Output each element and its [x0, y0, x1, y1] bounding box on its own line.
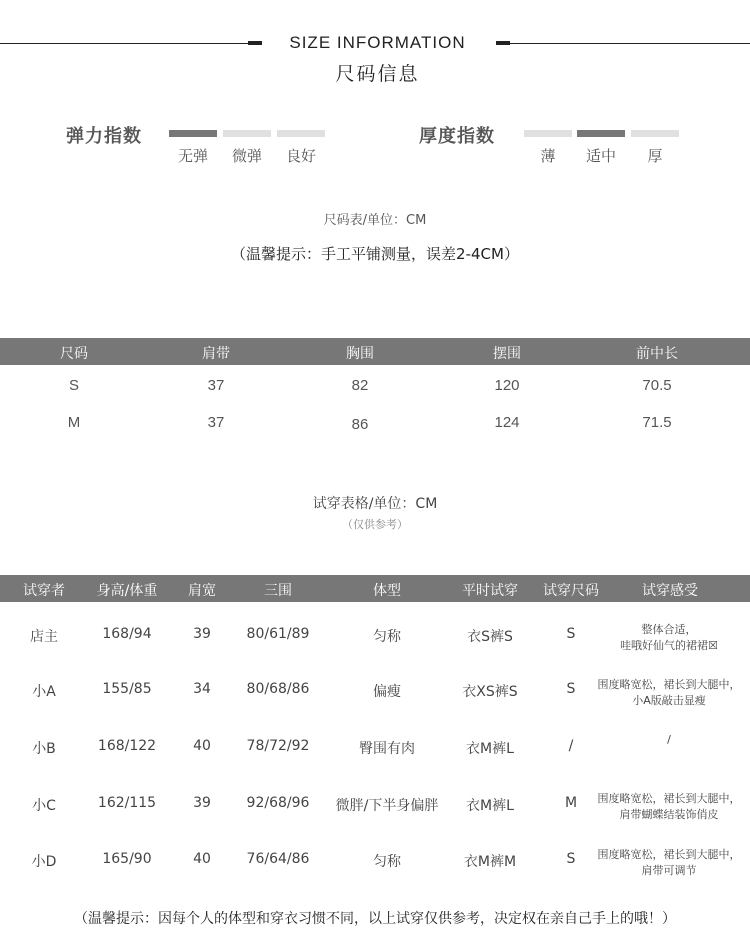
- table-cell: 衣M裤L: [466, 798, 514, 814]
- elasticity-segment: [277, 130, 325, 137]
- table-cell: 偏瘦: [373, 684, 401, 700]
- table-cell: 小C: [32, 798, 56, 814]
- table-cell: S: [566, 681, 576, 697]
- table-cell: 匀称: [373, 854, 401, 870]
- footer-note: （温馨提示：因每个人的体型和穿衣习惯不同，以上试穿仅供参考，决定权在亲自己手上的哦！）: [74, 911, 676, 927]
- elasticity-segment: [223, 130, 271, 137]
- elasticity-segment: [169, 130, 217, 137]
- table-cell: /: [568, 738, 574, 754]
- size-col-header: 肩带: [202, 346, 230, 362]
- table-cell: 80/61/89: [246, 626, 310, 642]
- fit-col-header: 三围: [264, 583, 292, 599]
- feedback-line: 肩带蝴蝶结装饰俏皮: [619, 808, 719, 821]
- thickness-segment: [631, 130, 679, 137]
- feedback-line: 围度略宽松，裙长到大腿中，: [597, 848, 741, 861]
- feedback-line: 肩带可调节: [641, 864, 697, 877]
- table-cell: 40: [193, 851, 211, 867]
- table-cell: 168/94: [102, 626, 152, 642]
- feedback-line: 整体合适，: [641, 623, 697, 636]
- size-col-header: 胸围: [346, 346, 374, 362]
- title-cn: 尺码信息: [335, 63, 420, 85]
- table-row: [0, 733, 750, 788]
- thickness-option: 厚: [647, 147, 663, 165]
- table-cell: 155/85: [102, 681, 152, 697]
- table-cell: 124: [494, 414, 520, 431]
- fit-col-header: 试穿感受: [642, 583, 698, 599]
- feedback-line: 小A版敲击显瘦: [632, 694, 706, 707]
- table-cell: 82: [351, 377, 369, 394]
- table-cell: 76/64/86: [246, 851, 310, 867]
- table-row: [0, 414, 750, 438]
- thickness-label: 厚度指数: [419, 126, 495, 147]
- fit-table-caption: 试穿表格/单位：CM: [312, 496, 438, 512]
- table-row: [0, 848, 750, 901]
- table-cell: 店主: [30, 629, 58, 645]
- fit-col-header: 身高/体重: [96, 583, 158, 599]
- feedback-line: 哇哦好仙气的裙裙☒: [620, 639, 718, 652]
- size-col-header: 尺码: [60, 346, 88, 362]
- fit-col-header: 试穿尺码: [543, 583, 599, 599]
- table-row: [0, 792, 750, 845]
- table-cell: 衣M裤M: [463, 854, 517, 870]
- size-table-note: （温馨提示：手工平铺测量，误差2-4CM）: [231, 245, 519, 263]
- table-cell: 39: [193, 626, 211, 642]
- table-cell: M: [564, 795, 578, 811]
- table-cell: 衣XS裤S: [462, 684, 518, 700]
- thickness-option: 适中: [585, 147, 616, 165]
- table-cell: 165/90: [102, 851, 152, 867]
- feedback-line: /: [667, 733, 671, 746]
- feedback-cell: [588, 847, 750, 879]
- table-cell: 小D: [31, 854, 57, 870]
- table-cell: S: [566, 626, 576, 642]
- size-col-header: 摆围: [493, 346, 521, 362]
- fit-col-header: 平时试穿: [462, 583, 518, 599]
- table-cell: 39: [193, 795, 211, 811]
- fit-table-header: [0, 575, 750, 602]
- size-col-header: 前中长: [636, 346, 678, 362]
- table-cell: S: [566, 851, 576, 867]
- table-cell: 衣M裤L: [466, 741, 514, 757]
- table-cell: 168/122: [97, 738, 157, 754]
- fit-col-header: 试穿者: [23, 583, 65, 599]
- feedback-line: 围度略宽松，裙长到大腿中，: [597, 792, 741, 805]
- elasticity-label: 弹力指数: [66, 126, 142, 147]
- thickness-segment: [524, 130, 572, 137]
- table-cell: S: [68, 377, 79, 394]
- table-cell: 匀称: [373, 629, 401, 645]
- table-cell: 71.5: [642, 414, 672, 431]
- thickness-segment: [577, 130, 625, 137]
- table-cell: 37: [207, 377, 225, 394]
- size-table-caption: 尺码表/单位：CM: [323, 213, 427, 228]
- feedback-line: 围度略宽松，裙长到大腿中，: [597, 678, 741, 691]
- table-row: [0, 377, 750, 401]
- table-cell: 臀围有肉: [359, 741, 415, 757]
- fit-col-header: 肩宽: [188, 583, 216, 599]
- table-row: [0, 678, 750, 731]
- table-cell: 70.5: [642, 377, 672, 394]
- table-row: [0, 623, 750, 676]
- thickness-option: 薄: [540, 147, 556, 165]
- title-en: SIZE INFORMATION: [289, 33, 466, 52]
- table-cell: 微胖/下半身偏胖: [335, 798, 439, 814]
- table-cell: 衣S裤S: [467, 629, 513, 645]
- table-cell: 小B: [32, 741, 56, 757]
- feedback-cell: [588, 622, 750, 654]
- elasticity-option: 微弹: [231, 147, 262, 165]
- size-table-header: [0, 338, 750, 365]
- table-cell: 80/68/86: [246, 681, 310, 697]
- table-cell: 37: [207, 414, 225, 431]
- table-cell: 92/68/96: [246, 795, 310, 811]
- table-cell: 78/72/92: [246, 738, 310, 754]
- table-cell: 34: [193, 681, 211, 697]
- table-cell: 86: [351, 416, 369, 433]
- feedback-cell: [588, 791, 750, 823]
- feedback-cell: [588, 732, 750, 748]
- table-cell: 40: [193, 738, 211, 754]
- fit-table-subcaption: （仅供参考）: [342, 518, 408, 531]
- elasticity-option: 良好: [285, 147, 316, 165]
- table-cell: 162/115: [97, 795, 157, 811]
- table-cell: 120: [494, 377, 520, 394]
- table-cell: 小A: [32, 684, 56, 700]
- table-cell: M: [67, 414, 81, 431]
- feedback-cell: [588, 677, 750, 709]
- fit-col-header: 体型: [373, 583, 401, 599]
- elasticity-option: 无弹: [177, 147, 208, 165]
